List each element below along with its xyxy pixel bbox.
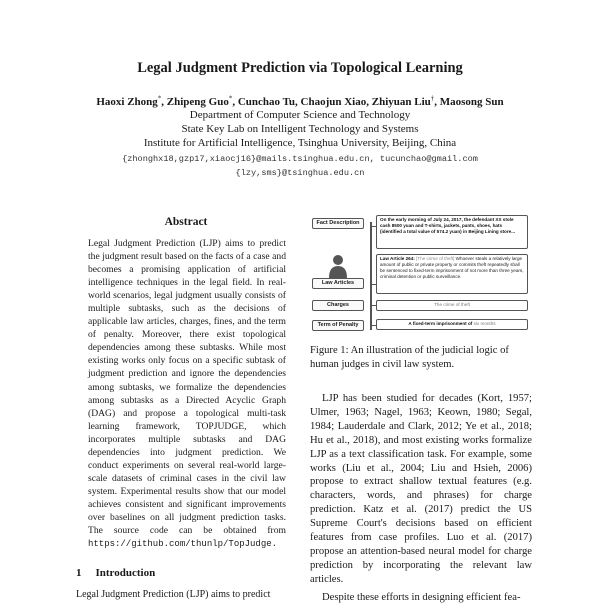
fact-description-box [376,215,528,249]
term-of-penalty-label: Term of Penalty [312,320,364,331]
author-list: Haoxi Zhong*, Zhipeng Guo*, Cunchao Tu, Chaojun Xiao, Zhiyuan Liu†, Maosong Sun [96,94,504,108]
author-name: Cunchao Tu [237,95,296,108]
section-heading [76,567,155,579]
fact-text: On the early morning of July 24, 2017, the defendant XX stole cash 8500 yuan and T-shirts, jackets, pants, shoes, hats (identified a total value of 574.2 yuan) in Beijing Lining store... [380,217,516,234]
abstract-source-url[interactable]: https://github.com/thunlp/TopJudge. [88,539,278,550]
paper-title: Legal Judgment Prediction via Topological Learning [137,60,463,76]
right-column-text [310,392,532,605]
author-mark: * [157,94,162,102]
author-name: Zhiyuan Liu [371,95,431,108]
charges-label: Charges [312,300,364,311]
judge-person-icon [328,254,348,278]
charges-box [376,300,528,311]
affiliation-lab: State Key Lab on Intelligent Technology and Systems [181,123,419,135]
term-text: A fixed-term imprisonment of [408,321,473,326]
law-articles-label: Law Articles [312,278,364,289]
abstract-body [88,237,286,551]
affiliation-department: Department of Computer Science and Technology [189,109,411,121]
figure-caption: Figure 1: An illustration of the judicial logic of human judges in civil law system. [310,345,509,370]
author-name: Maosong Sun [439,95,504,108]
author-mark: † [430,94,435,102]
paragraph-related-work: LJP has been studied for decades (Kort, 1957; Ulmer, 1963; Nagel, 1963; Keown, 1980; Segal, 1984; Lauderdale and Clark, 2012; Ye et al., 2018; Hu et al., 2018), and most existing works formalize LJP as a text classification task. For example, some works (Liu et al., 2004; Liu and Hsieh, 2006) propose to extract shallow textual features (e.g. characters, words, and phrases) for charge prediction. Katz et al. (2017) predict the US Supreme Court's decisions based on efficient features from case profiles. Luo et al. (2017) propose an attention-based neural model for charge prediction by incorporating the relevant law articles. [310,393,532,585]
law-article-head: Law Article 264: [380,256,415,261]
figure-judicial-logic [310,214,532,338]
author-name: Zhipeng Guo [166,95,229,108]
author-name: Haoxi Zhong [96,95,158,108]
section-title: Introduction [95,567,156,579]
fact-description-label: Fact Description [312,218,364,229]
section-number: 1 [76,567,82,579]
author-emails-secondary: {lzy,sms}@tsinghua.edu.cn [235,168,365,178]
paragraph-despite: Despite these efforts in designing efficient fea- [322,591,521,603]
flow-line [370,222,372,330]
affiliation-institute: Institute for Artificial Intelligence, Tsinghua University, Beijing, China [143,137,457,149]
law-article-box [376,254,528,294]
author-emails: {zhonghx18,gzp17,xiaocj16}@mails.tsinghua.edu.cn, tucunchao@gmail.com [122,154,478,164]
abstract-text: Legal Judgment Prediction (LJP) aims to predict the judgment result based on the facts of a case and becomes a promising application of artificial intelligence techniques in the legal field. In real-world scenarios, legal judgment usually consists of multiple subtasks, such as the decisions of applicable law articles, charges, fines, and the term of penalty. Moreover, there exist topological dependencies among these subtasks. While most existing works only focus on a specific subtask of judgment prediction and ignore the dependencies among subtasks, we formalize the dependencies among subtasks as a Directed Acyclic Graph (DAG) and propose a topological multi-task learning framework, TOPJUDGE, which incorporates multiple subtasks and DAG dependencies into judgment prediction. We conduct experiments on several real-world large-scale datasets of criminal cases in the civil law system. Experimental results show that our model achieves consistent and significant improvements over baselines on all judgment prediction tasks. The source code can be obtained from [88,238,286,537]
law-article-text: Whoever steals a relatively large amount of public or private property or commits theft repeatedly shall be sentenced to fixed-term imprisonment of not more than three years, criminal detention or public surveillance. [380,256,524,279]
intro-first-line: Legal Judgment Prediction (LJP) aims to predict [76,589,271,600]
author-mark: * [228,94,233,102]
author-name: Chaojun Xiao [300,95,367,108]
charge-text: The crime of theft [434,302,470,307]
law-article-crime: [The crime of theft] [416,256,455,261]
abstract-heading: Abstract [164,216,208,228]
term-duration: six months [473,321,496,326]
term-box [376,319,528,330]
